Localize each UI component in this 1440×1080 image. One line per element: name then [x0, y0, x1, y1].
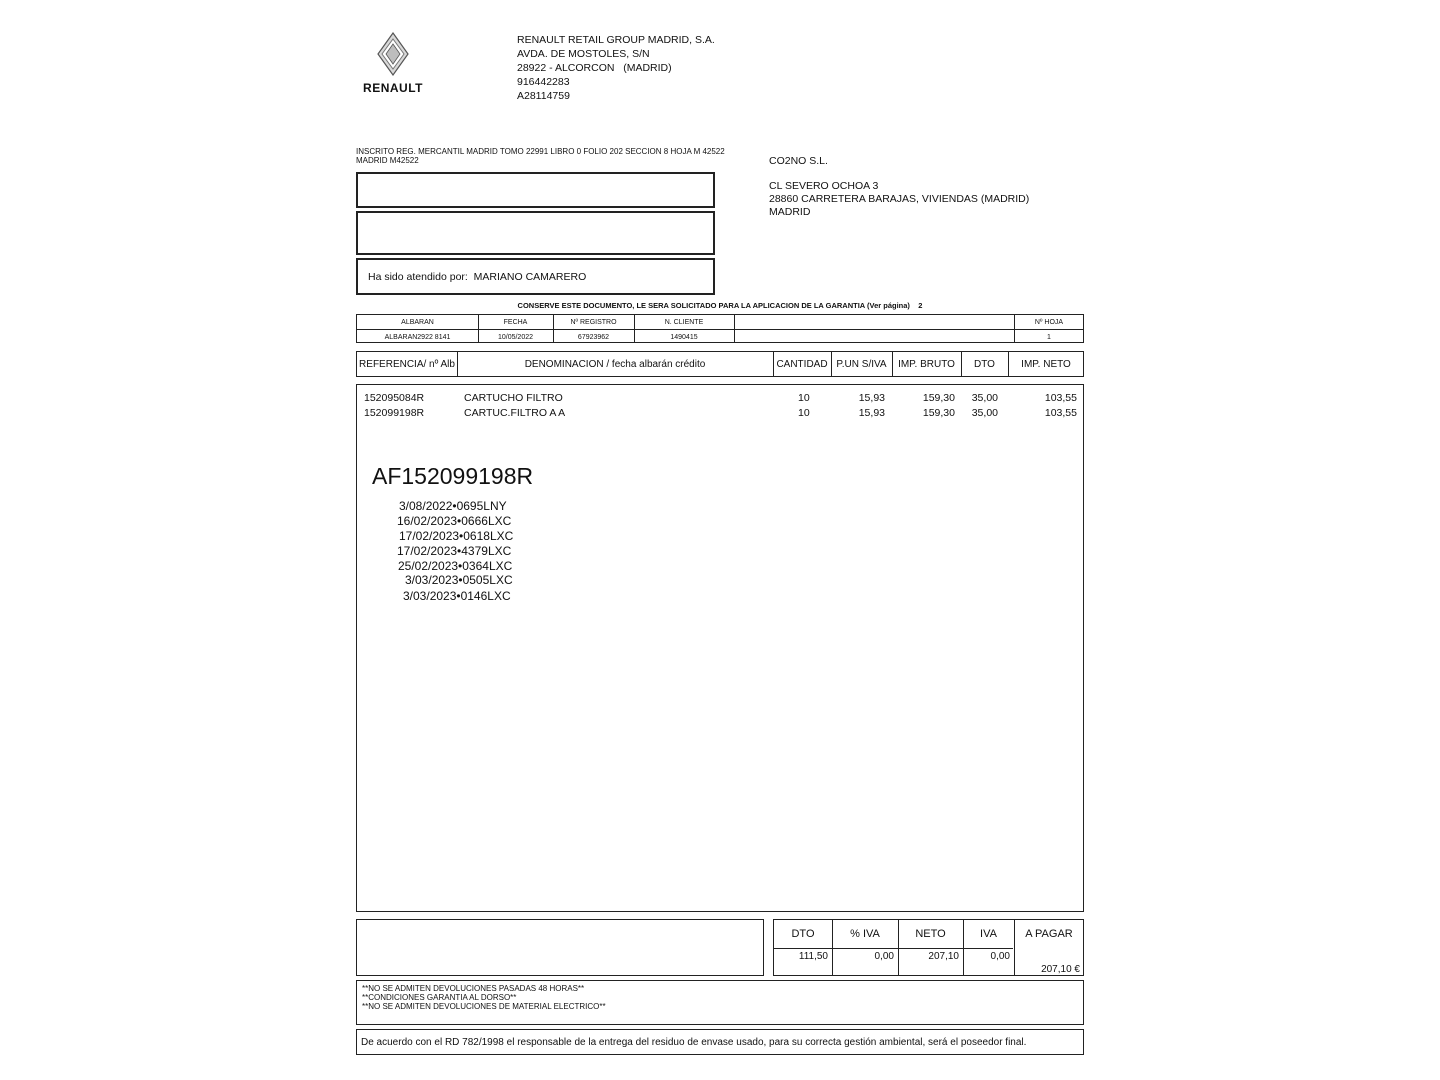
totals-header-iva-percent: % IVA — [850, 928, 880, 940]
item-reference: 152095084R — [364, 392, 425, 404]
legal-box — [356, 1029, 1084, 1055]
footer-note: **CONDICIONES GARANTIA AL DORSO** — [362, 993, 517, 1002]
annotation-date: 16/02/2023•0666LXC — [397, 514, 512, 528]
footer-note: **NO SE ADMITEN DEVOLUCIONES DE MATERIAL ELECTRICO** — [362, 1002, 606, 1011]
item-quantity: 10 — [798, 407, 810, 419]
item-description: CARTUCHO FILTRO — [464, 392, 563, 404]
annotation-date: 3/03/2023•0505LXC — [405, 573, 513, 587]
item-unit-price: 15,93 — [858, 392, 885, 404]
empty-box-1 — [356, 172, 715, 208]
company-phone: 916442283 — [517, 76, 570, 88]
col-descuento: DTO — [974, 358, 995, 370]
totals-grand-total: 207,10 € — [1041, 964, 1080, 975]
annotation-date: 3/03/2023•0146LXC — [403, 589, 511, 603]
item-unit-price: 15,93 — [858, 407, 885, 419]
item-quantity: 10 — [798, 392, 810, 404]
renault-logo — [356, 32, 430, 96]
col-cantidad: CANTIDAD — [776, 358, 828, 370]
attended-by-text: Ha sido atendido por: MARIANO CAMARERO — [368, 271, 587, 283]
customer-block — [769, 155, 1029, 219]
info-value-fecha: 10/05/2022 — [497, 333, 534, 341]
totals-header-iva: IVA — [980, 928, 997, 940]
info-value-albaran: ALBARAN2922 8141 — [384, 333, 451, 341]
info-table — [356, 314, 1084, 343]
customer-street: CL SEVERO OCHOA 3 — [769, 180, 879, 192]
annotation-code: AF152099198R — [372, 463, 534, 489]
totals-value-iva-percent: 0,00 — [874, 950, 894, 962]
registry-text: INSCRITO REG. MERCANTIL MADRID TOMO 22991 LIBRO 0 FOLIO 202 SECCION 8 HOJA M 42522 MADRID M42522 — [356, 147, 732, 165]
warranty-notice: CONSERVE ESTE DOCUMENTO, LE SERA SOLICITADO PARA LA APLICACION DE LA GARANTIA (Ver página) 2 — [517, 301, 923, 310]
col-precio-unidad: P.UN S/IVA — [836, 358, 887, 370]
info-value-cliente: 1490415 — [670, 333, 698, 341]
items-body — [356, 384, 1084, 912]
company-info — [517, 33, 715, 103]
totals-header-neto: NETO — [915, 928, 946, 940]
remarks-box — [356, 919, 764, 976]
customer-city: MADRID — [769, 206, 811, 218]
annotation-date: 17/02/2023•4379LXC — [397, 544, 512, 558]
footer-notes-box — [356, 980, 1084, 1025]
item-description: CARTUC.FILTRO A A — [464, 407, 566, 419]
info-header-hoja: Nº HOJA — [1034, 318, 1064, 326]
item-gross: 159,30 — [922, 407, 955, 419]
annotation-date: 17/02/2023•0618LXC — [399, 529, 514, 543]
info-header-cliente: N. CLIENTE — [664, 318, 704, 326]
col-importe-bruto: IMP. BRUTO — [898, 358, 955, 370]
attended-box — [356, 258, 715, 295]
info-header-fecha: FECHA — [503, 318, 528, 326]
company-name: RENAULT RETAIL GROUP MADRID, S.A. — [517, 34, 715, 46]
customer-name: CO2NO S.L. — [769, 155, 828, 167]
empty-box-2 — [356, 211, 715, 255]
info-header-registro: Nº REGISTRO — [570, 318, 617, 326]
totals-value-neto: 207,10 — [928, 950, 959, 962]
item-discount: 35,00 — [971, 392, 998, 404]
info-header-albaran: ALBARAN — [401, 318, 434, 326]
totals-value-dto: 111,50 — [798, 950, 828, 962]
totals-value-iva: 0,00 — [990, 950, 1010, 962]
info-value-registro: 67923962 — [577, 333, 610, 341]
totals-header-a-pagar: A PAGAR — [1025, 928, 1073, 940]
customer-postal: 28860 CARRETERA BARAJAS, VIVIENDAS (MADRID) — [769, 193, 1030, 205]
company-city: 28922 - ALCORCON (MADRID) — [517, 62, 672, 74]
totals-header-dto: DTO — [791, 928, 815, 940]
info-value-hoja: 1 — [1047, 333, 1051, 341]
company-tax-id: A28114759 — [517, 90, 570, 102]
item-discount: 35,00 — [971, 407, 998, 419]
brand-name: RENAULT — [363, 81, 423, 95]
col-referencia: REFERENCIA/ nº Alb — [359, 358, 455, 370]
company-address: AVDA. DE MOSTOLES, S/N — [517, 48, 650, 60]
col-importe-neto: IMP. NETO — [1021, 358, 1071, 370]
legal-text: De acuerdo con el RD 782/1998 el responsable de la entrega del residuo de envase usado, para su correcta gestión ambiental, será el poseedor final. — [361, 1037, 1027, 1048]
items-header — [356, 351, 1084, 377]
annotation-date: 25/02/2023•0364LXC — [398, 559, 513, 573]
item-net: 103,55 — [1044, 407, 1077, 419]
annotation-date: 3/08/2022•0695LNY — [399, 499, 507, 513]
totals-table — [773, 919, 1084, 976]
item-reference: 152099198R — [364, 407, 425, 419]
item-net: 103,55 — [1044, 392, 1077, 404]
footer-note: **NO SE ADMITEN DEVOLUCIONES PASADAS 48 HORAS** — [362, 984, 585, 993]
item-gross: 159,30 — [922, 392, 955, 404]
col-denominacion: DENOMINACION / fecha albarán crédito — [524, 358, 706, 370]
renault-diamond-icon — [375, 32, 411, 76]
